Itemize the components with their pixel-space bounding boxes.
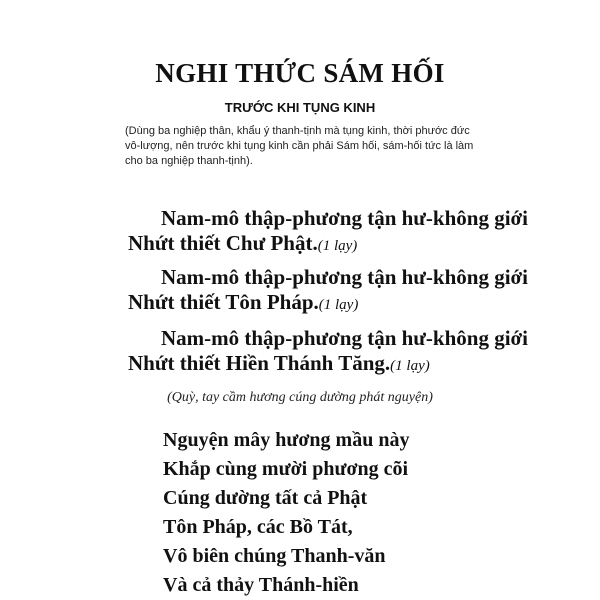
- verse-line: Cúng dường tất cả Phật: [163, 487, 368, 509]
- page-title: NGHI THỨC SÁM HỐI: [155, 58, 445, 88]
- invocation-dharma: [58, 265, 528, 318]
- intro-line: vô-lượng, nên trước khi tụng kinh cần phải Sám hối, sám-hối tức là làm: [125, 140, 474, 152]
- intro-line: (Dùng ba nghiệp thân, khẩu ý thanh-tịnh mà tụng kinh, thời phước đức: [125, 125, 470, 137]
- invocation-object: Nhứt thiết Tôn Pháp.: [128, 290, 319, 314]
- invocation-line: [58, 231, 528, 259]
- invocation-sangha: [58, 326, 528, 379]
- invocation-line: Nam-mô thập-phương tận hư-không giới: [160, 326, 528, 350]
- prostration-note: (1 lạy): [390, 358, 430, 374]
- prostration-note: (1 lạy): [317, 238, 358, 254]
- page-subtitle: TRƯỚC KHI TỤNG KINH: [224, 100, 376, 115]
- invocation-line: Nam-mô thập-phương tận hư-không giới: [160, 265, 528, 289]
- invocation-line: [58, 351, 528, 379]
- vow-verse: [163, 426, 409, 600]
- prostration-note: (1 lạy): [318, 297, 359, 313]
- verse-line: Nguyện mây hương mầu này: [163, 429, 410, 451]
- verse-line: Vô biên chúng Thanh-văn: [163, 545, 386, 567]
- invocation-object: Nhứt thiết Chư Phật.: [128, 231, 318, 255]
- verse-line: Và cả thảy Thánh-hiền: [163, 574, 359, 596]
- intro-line: cho ba nghiệp thanh-tịnh).: [125, 155, 253, 167]
- invocation-object: Nhứt thiết Hiền Thánh Tăng.: [128, 351, 391, 375]
- invocation-line: [58, 290, 528, 318]
- verse-line: Khắp cùng mười phương cõi: [163, 458, 409, 480]
- intro-paragraph: [125, 124, 515, 169]
- ritual-instruction: (Quỳ, tay cầm hương cúng dường phát nguyện): [167, 390, 433, 405]
- verse-line: Tôn Pháp, các Bồ Tát,: [163, 516, 353, 538]
- invocation-buddha: [58, 206, 528, 259]
- invocation-line: Nam-mô thập-phương tận hư-không giới: [160, 206, 528, 230]
